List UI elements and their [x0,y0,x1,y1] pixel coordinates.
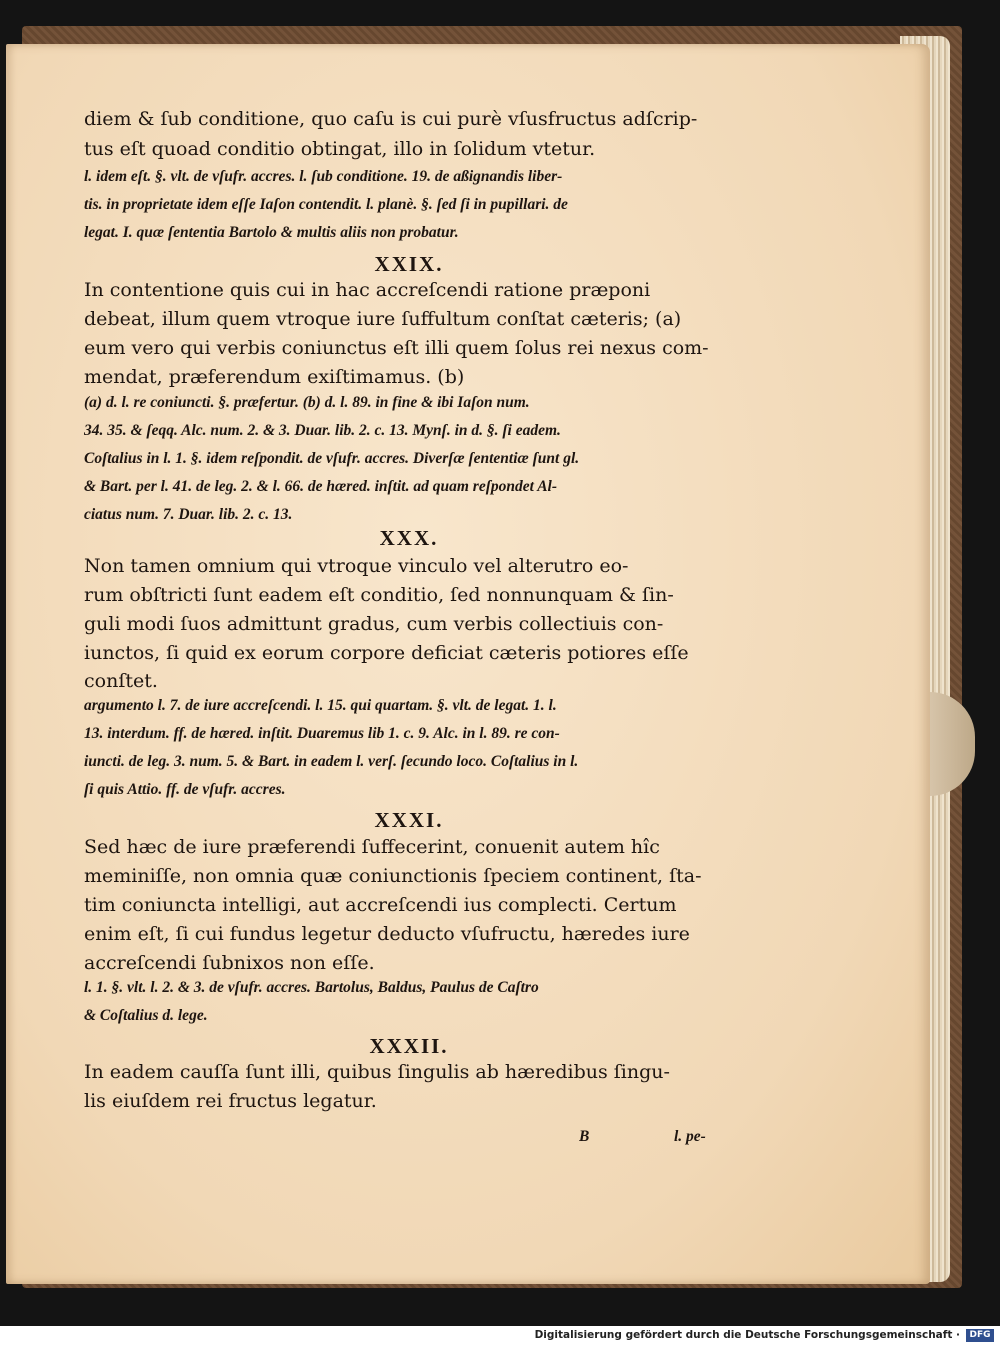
text-line: In contentione quis cui in hac accreſcendi ratione præponi [84,279,651,301]
footnote-line: Coſtalius in l. 1. §. idem reſpondit. de vſufr. accres. Diverſæ ſententiæ ſunt gl. [84,450,580,467]
text-line: Sed hæc de iure præferendi ſuffecerint, conuenit autem hîc [84,836,660,858]
section-heading: XXXII. [369,1034,449,1058]
footnote-line: legat. I. quæ ſententia Bartolo & multis aliis non probatur. [84,224,459,241]
section-heading: XXIX. [374,252,444,276]
page-text [84,108,734,1145]
footnote-line: ciatus num. 7. Duar. lib. 2. c. 13. [84,506,293,523]
text-line: eum vero qui verbis coniunctus eſt illi quem ſolus rei nexus com- [84,337,709,359]
catchword: l. pe- [674,1128,706,1145]
section-heading: XXXI. [374,808,444,832]
text-line: In eadem cauſſa ſunt illi, quibus ſingulis ab hæredibus ſingu- [84,1061,670,1083]
footnote-line: (a) d. l. re coniuncti. §. præfertur. (b) d. l. 89. in fine & ibi Iaſon num. [84,394,530,411]
footnote-line: l. idem eſt. §. vlt. de vſufr. accres. l. ſub conditione. 19. de aßignandis liber- [84,168,563,185]
footnote-line: l. 1. §. vlt. l. 2. & 3. de vſufr. accres. Bartolus, Baldus, Paulus de Caſtro [84,979,539,996]
text-line: Non tamen omnium qui vtroque vinculo vel alterutro eo- [84,555,629,577]
text-line: guli modi ſuos admittunt gradus, cum verbis collectiuis con- [84,613,664,635]
text-line: lis eiuſdem rei fructus legatur. [84,1090,377,1112]
footnote-line: 34. 35. & ſeqq. Alc. num. 2. & 3. Duar. lib. 2. c. 13. Mynſ. in d. §. ſi eadem. [84,422,561,439]
text-line: iunctos, ſi quid ex eorum corpore deficiat cæteris potiores eſſe [84,642,689,664]
footnote-line: & Bart. per l. 41. de leg. 2. & l. 66. de hæred. inſtit. ad quam reſpondet Al- [84,478,558,495]
text-line: rum obſtricti ſunt eadem eſt conditio, ſed nonnunquam & ſin- [84,584,674,606]
footnote-line: iuncti. de leg. 3. num. 5. & Bart. in eadem l. verſ. ſecundo loco. Coſtalius in l. [84,753,579,770]
section-heading: XXX. [379,526,439,550]
footnote-line: tis. in proprietate idem eſſe Iaſon contendit. l. planè. §. ſed ſi in pupillari. de [84,196,568,213]
footnote-line: 13. interdum. ff. de hæred. inſtit. Duaremus lib 1. c. 9. Alc. in l. 89. re con- [84,725,560,742]
text-line: enim eſt, ſi cui fundus legetur deducto vſufructu, hæredes iure [84,923,690,945]
text-line: tim coniuncta intelligi, aut accreſcendi ius complecti. Certum [84,894,677,916]
text-line: tus eſt quoad conditio obtingat, illo in ſolidum vtetur. [84,138,596,160]
footer-credit: Digitalisierung gefördert durch die Deutsche Forschungsgemeinschaft · [534,1329,960,1341]
footer-bar [0,1326,1000,1346]
footnote-line: argumento l. 7. de iure accreſcendi. l. 15. qui quartam. §. vlt. de legat. 1. l. [84,697,557,714]
text-line: mendat, præferendum exiſtimamus. (b) [84,366,465,388]
text-line: debeat, illum quem vtroque iure ſuffultum conſtat cæteris; (a) [84,308,682,330]
footnote-line: & Coſtalius d. lege. [84,1007,208,1024]
text-line: meminiſſe, non omnia quæ coniunctionis ſpeciem continent, ſta- [84,865,702,887]
text-line: diem & ſub conditione, quo caſu is cui purè vſusfructus adſcrip- [84,108,698,130]
text-line: accreſcendi ſubnixos non eſſe. [84,952,375,974]
text-line: conſtet. [84,670,158,692]
signature-mark: B [579,1128,590,1145]
footnote-line: ſi quis Attio. ff. de vſufr. accres. [84,781,286,798]
dfg-logo: DFG [966,1329,994,1342]
